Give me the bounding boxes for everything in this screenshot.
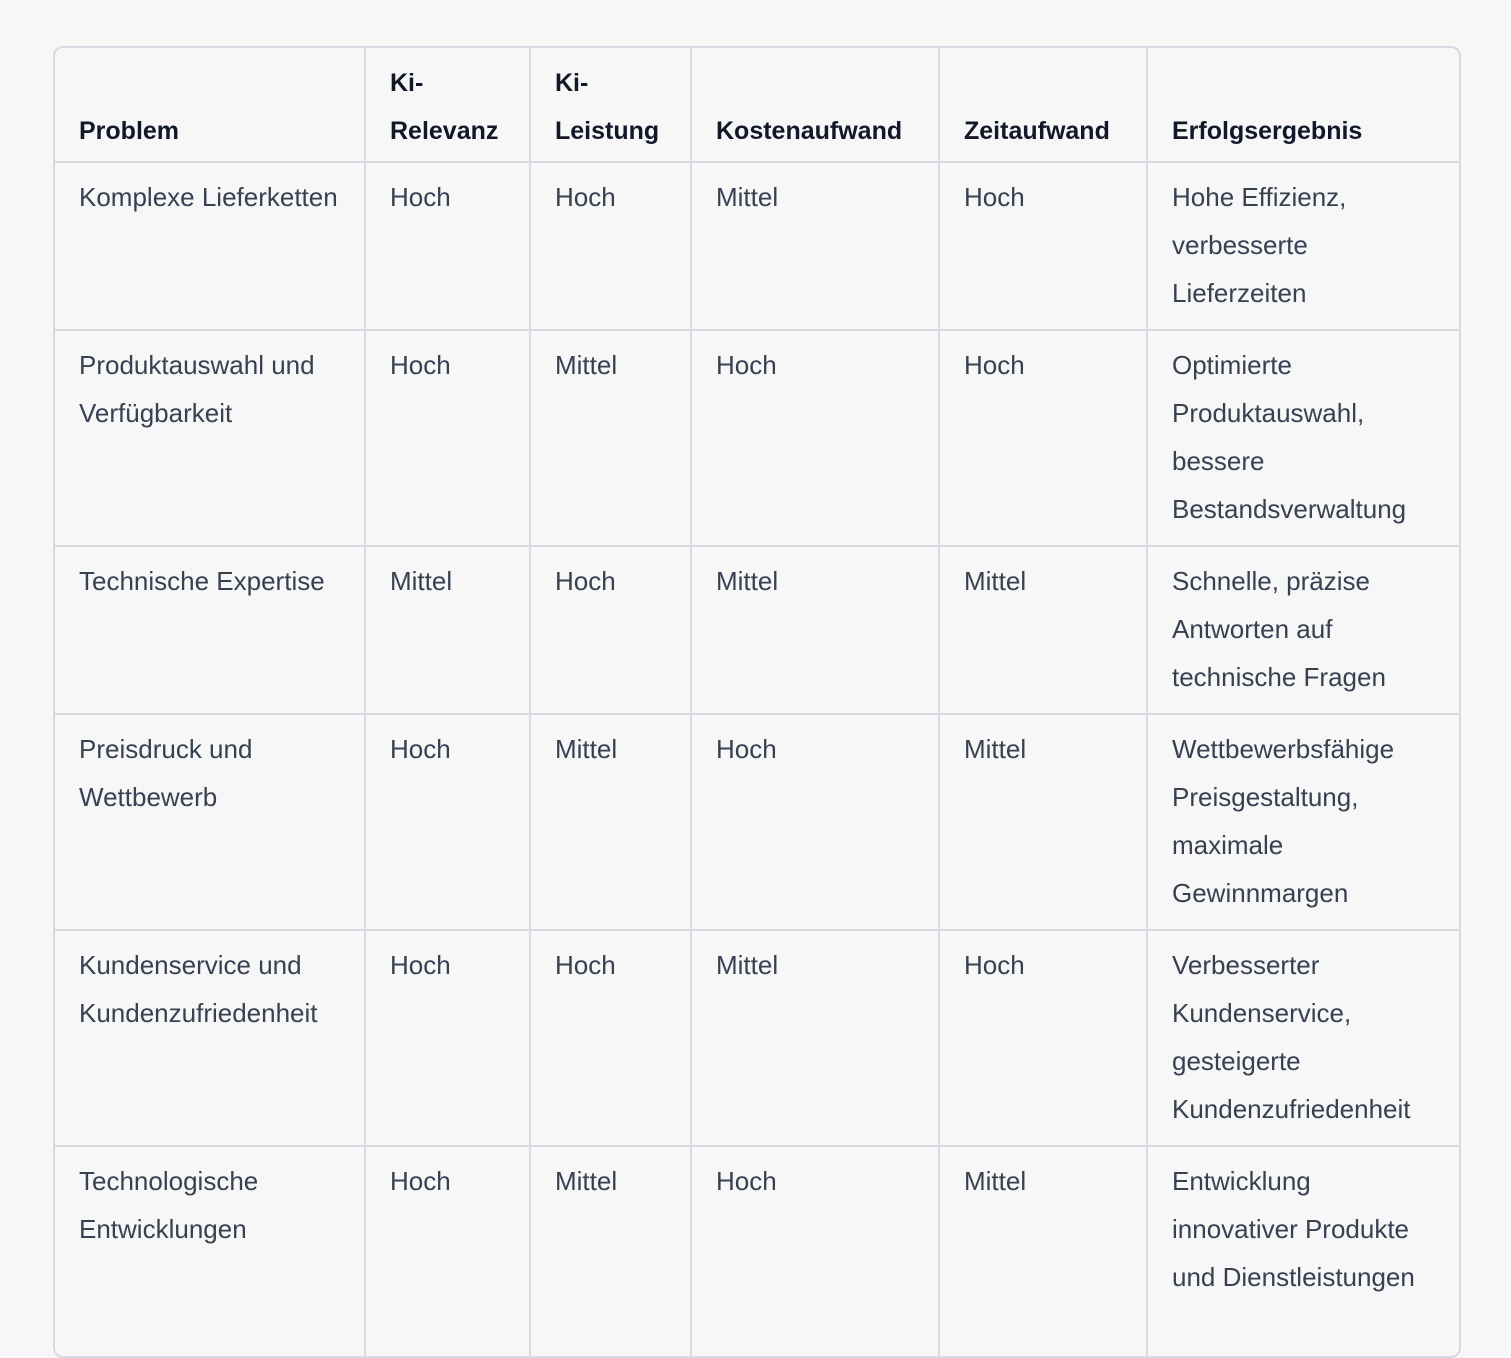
cell-kostenaufwand: Hoch bbox=[691, 330, 939, 546]
table-row bbox=[55, 546, 1459, 714]
cell-kostenaufwand: Mittel bbox=[691, 546, 939, 714]
cell-problem: Produktauswahl und Verfügbarkeit bbox=[55, 330, 365, 546]
cell-problem: Komplexe Lieferketten bbox=[55, 162, 365, 330]
cell-erfolgsergebnis: Entwicklung innovativer Produkte und Dienstleistungen bbox=[1172, 1166, 1415, 1292]
header-ki-relevanz: Ki-Relevanz bbox=[365, 48, 530, 162]
cell-ki-leistung: Mittel bbox=[530, 1146, 691, 1356]
header-erfolgsergebnis: Erfolgsergebnis bbox=[1147, 48, 1459, 162]
comparison-table bbox=[55, 48, 1459, 1356]
cell-erfolgsergebnis: Verbesserter Kundenservice, gesteigerte Kundenzufriedenheit bbox=[1147, 930, 1459, 1146]
cell-ki-leistung: Hoch bbox=[530, 546, 691, 714]
cell-ki-leistung: Mittel bbox=[530, 330, 691, 546]
cell-kostenaufwand: Hoch bbox=[691, 714, 939, 930]
cell-kostenaufwand: Mittel bbox=[691, 930, 939, 1146]
cell-ki-leistung: Hoch bbox=[530, 930, 691, 1146]
cell-ki-leistung: Hoch bbox=[530, 162, 691, 330]
cell-erfolgsergebnis: Hohe Effizienz, verbesserte Lieferzeiten bbox=[1147, 162, 1459, 330]
header-problem: Problem bbox=[55, 48, 365, 162]
table-row bbox=[55, 162, 1459, 330]
cell-zeitaufwand: Mittel bbox=[939, 714, 1147, 930]
cell-ki-leistung: Mittel bbox=[530, 714, 691, 930]
table-container bbox=[53, 46, 1461, 1358]
cell-problem: Technische Expertise bbox=[55, 546, 365, 714]
table-row bbox=[55, 1146, 1459, 1356]
cell-kostenaufwand: Hoch bbox=[691, 1146, 939, 1356]
cell-problem: Technologische Entwicklungen bbox=[55, 1146, 365, 1356]
cell-problem: Preisdruck und Wettbewerb bbox=[55, 714, 365, 930]
cell-ki-relevanz: Hoch bbox=[365, 330, 530, 546]
header-zeitaufwand: Zeitaufwand bbox=[939, 48, 1147, 162]
cell-zeitaufwand: Mittel bbox=[939, 1146, 1147, 1356]
table-row bbox=[55, 714, 1459, 930]
cell-ki-relevanz: Hoch bbox=[365, 162, 530, 330]
table-row bbox=[55, 930, 1459, 1146]
cell-ki-relevanz: Hoch bbox=[365, 930, 530, 1146]
table-header-row bbox=[55, 48, 1459, 162]
cell-erfolgsergebnis: Optimierte Produktauswahl, bessere Bestandsverwaltung bbox=[1147, 330, 1459, 546]
cell-erfolgsergebnis: Schnelle, präzise Antworten auf technische Fragen bbox=[1147, 546, 1459, 714]
cell-ki-relevanz: Mittel bbox=[365, 546, 530, 714]
cell-zeitaufwand: Mittel bbox=[939, 546, 1147, 714]
header-ki-leistung: Ki-Leistung bbox=[530, 48, 691, 162]
cell-erfolgsergebnis: Wettbewerbsfähige Preisgestaltung, maximale Gewinnmargen bbox=[1147, 714, 1459, 930]
table-row bbox=[55, 330, 1459, 546]
cell-zeitaufwand: Hoch bbox=[939, 162, 1147, 330]
cell-zeitaufwand: Hoch bbox=[939, 930, 1147, 1146]
cell-ki-relevanz: Hoch bbox=[365, 714, 530, 930]
cell-kostenaufwand: Mittel bbox=[691, 162, 939, 330]
header-kostenaufwand: Kostenaufwand bbox=[691, 48, 939, 162]
cell-problem: Kundenservice und Kundenzufriedenheit bbox=[55, 930, 365, 1146]
cell-zeitaufwand: Hoch bbox=[939, 330, 1147, 546]
cell-ki-relevanz: Hoch bbox=[365, 1146, 530, 1356]
